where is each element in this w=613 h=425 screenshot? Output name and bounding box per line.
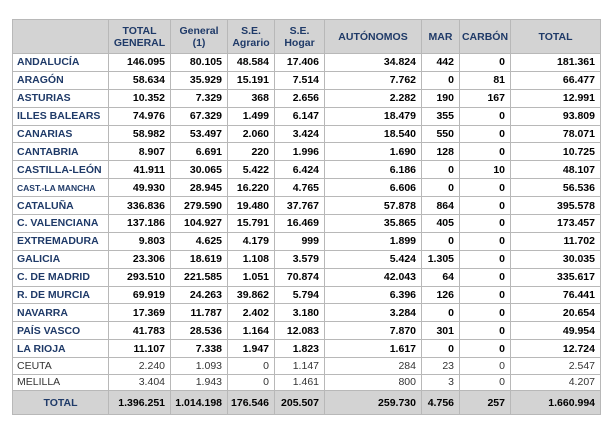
value-cell: 5.422	[228, 161, 275, 179]
value-cell: 49.930	[109, 179, 171, 197]
value-cell: 10.352	[109, 89, 171, 107]
value-cell: 6.424	[275, 161, 325, 179]
value-cell: 4.207	[511, 374, 601, 391]
value-cell: 0	[228, 358, 275, 375]
value-cell: 64	[422, 268, 460, 286]
value-cell: 48.584	[228, 54, 275, 72]
value-cell: 0	[460, 358, 511, 375]
value-cell: 0	[460, 107, 511, 125]
region-cell: NAVARRA	[13, 304, 109, 322]
value-cell: 11.787	[171, 304, 228, 322]
value-cell: 17.406	[275, 54, 325, 72]
value-cell: 11.702	[511, 232, 601, 250]
value-cell: 0	[460, 54, 511, 72]
value-cell: 57.878	[325, 197, 422, 215]
region-cell: C. DE MADRID	[13, 268, 109, 286]
value-cell: 0	[460, 286, 511, 304]
value-cell: 18.540	[325, 125, 422, 143]
value-cell: 3.180	[275, 304, 325, 322]
value-cell: 128	[422, 143, 460, 161]
value-cell: 67.329	[171, 107, 228, 125]
table-row	[13, 179, 601, 197]
table-row	[13, 54, 601, 72]
value-cell: 11.107	[109, 340, 171, 358]
region-cell: CASTILLA-LEÓN	[13, 161, 109, 179]
value-cell: 7.762	[325, 71, 422, 89]
value-cell: 3	[422, 374, 460, 391]
table-row	[13, 340, 601, 358]
value-cell: 5.794	[275, 286, 325, 304]
value-cell: 405	[422, 215, 460, 233]
table-row	[13, 358, 601, 375]
value-cell: 28.945	[171, 179, 228, 197]
value-cell: 10.725	[511, 143, 601, 161]
statistics-table	[12, 19, 601, 415]
value-cell: 1.499	[228, 107, 275, 125]
value-cell: 2.656	[275, 89, 325, 107]
value-cell: 2.240	[109, 358, 171, 375]
general-header: General (1)	[171, 20, 228, 54]
total-general-header: TOTAL GENERAL	[109, 20, 171, 54]
value-cell: 442	[422, 54, 460, 72]
value-cell: 23.306	[109, 250, 171, 268]
table-row	[13, 232, 601, 250]
value-cell: 16.469	[275, 215, 325, 233]
table-row	[13, 107, 601, 125]
value-cell: 9.803	[109, 232, 171, 250]
value-cell: 35.929	[171, 71, 228, 89]
value-cell: 1.899	[325, 232, 422, 250]
region-cell: GALICIA	[13, 250, 109, 268]
value-cell: 12.991	[511, 89, 601, 107]
value-cell: 335.617	[511, 268, 601, 286]
value-cell: 1.461	[275, 374, 325, 391]
value-cell: 7.514	[275, 71, 325, 89]
value-cell: 41.783	[109, 322, 171, 340]
value-cell: 1.108	[228, 250, 275, 268]
value-cell: 8.907	[109, 143, 171, 161]
value-cell: 221.585	[171, 268, 228, 286]
region-cell: ARAGÓN	[13, 71, 109, 89]
table-row	[13, 71, 601, 89]
value-cell: 66.477	[511, 71, 601, 89]
region-header	[13, 20, 109, 54]
table-row	[13, 304, 601, 322]
value-cell: 1.996	[275, 143, 325, 161]
value-cell: 0	[422, 304, 460, 322]
value-cell: 284	[325, 358, 422, 375]
value-cell: 2.402	[228, 304, 275, 322]
table-row	[13, 197, 601, 215]
value-cell: 48.107	[511, 161, 601, 179]
region-cell: PAÍS VASCO	[13, 322, 109, 340]
value-cell: 104.927	[171, 215, 228, 233]
value-cell: 999	[275, 232, 325, 250]
value-cell: 800	[325, 374, 422, 391]
table-row	[13, 161, 601, 179]
value-cell: 1.164	[228, 322, 275, 340]
value-cell: 15.791	[228, 215, 275, 233]
value-cell: 28.536	[171, 322, 228, 340]
region-cell: EXTREMADURA	[13, 232, 109, 250]
value-cell: 0	[422, 179, 460, 197]
total-row	[13, 391, 601, 415]
value-cell: 368	[228, 89, 275, 107]
statistics-table-container	[12, 19, 600, 415]
total-value-cell: 1.396.251	[109, 391, 171, 415]
value-cell: 18.619	[171, 250, 228, 268]
value-cell: 37.767	[275, 197, 325, 215]
value-cell: 80.105	[171, 54, 228, 72]
value-cell: 2.060	[228, 125, 275, 143]
value-cell: 76.441	[511, 286, 601, 304]
total-value-cell: 176.546	[228, 391, 275, 415]
value-cell: 10	[460, 161, 511, 179]
region-cell: MELILLA	[13, 374, 109, 391]
region-cell: ILLES BALEARS	[13, 107, 109, 125]
value-cell: 0	[460, 268, 511, 286]
region-cell: CANARIAS	[13, 125, 109, 143]
value-cell: 24.263	[171, 286, 228, 304]
value-cell: 190	[422, 89, 460, 107]
total-value-cell: 259.730	[325, 391, 422, 415]
value-cell: 1.690	[325, 143, 422, 161]
value-cell: 1.823	[275, 340, 325, 358]
value-cell: 30.035	[511, 250, 601, 268]
value-cell: 6.147	[275, 107, 325, 125]
value-cell: 39.862	[228, 286, 275, 304]
value-cell: 146.095	[109, 54, 171, 72]
value-cell: 336.836	[109, 197, 171, 215]
value-cell: 0	[422, 340, 460, 358]
total-header: TOTAL	[511, 20, 601, 54]
value-cell: 17.369	[109, 304, 171, 322]
value-cell: 0	[460, 374, 511, 391]
value-cell: 53.497	[171, 125, 228, 143]
value-cell: 355	[422, 107, 460, 125]
table-row	[13, 125, 601, 143]
value-cell: 93.809	[511, 107, 601, 125]
table-row	[13, 286, 601, 304]
table-body	[13, 54, 601, 391]
value-cell: 3.284	[325, 304, 422, 322]
value-cell: 74.976	[109, 107, 171, 125]
value-cell: 3.404	[109, 374, 171, 391]
mar-header: MAR	[422, 20, 460, 54]
region-cell: CEUTA	[13, 358, 109, 375]
value-cell: 1.305	[422, 250, 460, 268]
total-value-cell: 1.660.994	[511, 391, 601, 415]
value-cell: 58.982	[109, 125, 171, 143]
value-cell: 864	[422, 197, 460, 215]
value-cell: 181.361	[511, 54, 601, 72]
value-cell: 12.083	[275, 322, 325, 340]
value-cell: 34.824	[325, 54, 422, 72]
value-cell: 137.186	[109, 215, 171, 233]
autonomos-header: AUTÓNOMOS	[325, 20, 422, 54]
value-cell: 58.634	[109, 71, 171, 89]
table-row	[13, 215, 601, 233]
value-cell: 1.093	[171, 358, 228, 375]
value-cell: 4.625	[171, 232, 228, 250]
table-row	[13, 268, 601, 286]
value-cell: 0	[460, 215, 511, 233]
value-cell: 70.874	[275, 268, 325, 286]
value-cell: 0	[460, 197, 511, 215]
value-cell: 173.457	[511, 215, 601, 233]
table-row	[13, 250, 601, 268]
value-cell: 2.282	[325, 89, 422, 107]
value-cell: 1.947	[228, 340, 275, 358]
value-cell: 49.954	[511, 322, 601, 340]
value-cell: 12.724	[511, 340, 601, 358]
value-cell: 7.329	[171, 89, 228, 107]
value-cell: 78.071	[511, 125, 601, 143]
value-cell: 7.870	[325, 322, 422, 340]
value-cell: 0	[460, 322, 511, 340]
value-cell: 0	[460, 304, 511, 322]
value-cell: 395.578	[511, 197, 601, 215]
table-row	[13, 374, 601, 391]
total-value-cell: 257	[460, 391, 511, 415]
region-cell: C. VALENCIANA	[13, 215, 109, 233]
value-cell: 16.220	[228, 179, 275, 197]
value-cell: 1.617	[325, 340, 422, 358]
value-cell: 126	[422, 286, 460, 304]
value-cell: 167	[460, 89, 511, 107]
region-cell: CAST.-LA MANCHA	[13, 179, 109, 197]
value-cell: 6.606	[325, 179, 422, 197]
total-value-cell: 205.507	[275, 391, 325, 415]
value-cell: 1.051	[228, 268, 275, 286]
value-cell: 6.691	[171, 143, 228, 161]
se-hogar-header: S.E. Hogar	[275, 20, 325, 54]
value-cell: 4.179	[228, 232, 275, 250]
table-row	[13, 89, 601, 107]
value-cell: 18.479	[325, 107, 422, 125]
value-cell: 69.919	[109, 286, 171, 304]
value-cell: 0	[460, 340, 511, 358]
value-cell: 6.186	[325, 161, 422, 179]
value-cell: 0	[422, 71, 460, 89]
value-cell: 550	[422, 125, 460, 143]
se-agrario-header: S.E. Agrario	[228, 20, 275, 54]
value-cell: 81	[460, 71, 511, 89]
value-cell: 279.590	[171, 197, 228, 215]
value-cell: 0	[460, 179, 511, 197]
region-cell: CATALUÑA	[13, 197, 109, 215]
value-cell: 4.765	[275, 179, 325, 197]
value-cell: 3.579	[275, 250, 325, 268]
value-cell: 20.654	[511, 304, 601, 322]
value-cell: 0	[422, 232, 460, 250]
table-row	[13, 322, 601, 340]
carbon-header: CARBÓN	[460, 20, 511, 54]
total-value-cell: 4.756	[422, 391, 460, 415]
value-cell: 42.043	[325, 268, 422, 286]
value-cell: 19.480	[228, 197, 275, 215]
value-cell: 0	[460, 125, 511, 143]
total-label: TOTAL	[13, 391, 109, 415]
value-cell: 0	[460, 250, 511, 268]
value-cell: 5.424	[325, 250, 422, 268]
value-cell: 35.865	[325, 215, 422, 233]
region-cell: LA RIOJA	[13, 340, 109, 358]
value-cell: 30.065	[171, 161, 228, 179]
value-cell: 3.424	[275, 125, 325, 143]
value-cell: 41.911	[109, 161, 171, 179]
value-cell: 0	[228, 374, 275, 391]
value-cell: 6.396	[325, 286, 422, 304]
value-cell: 220	[228, 143, 275, 161]
value-cell: 0	[422, 161, 460, 179]
region-cell: R. DE MURCIA	[13, 286, 109, 304]
value-cell: 15.191	[228, 71, 275, 89]
value-cell: 2.547	[511, 358, 601, 375]
value-cell: 0	[460, 232, 511, 250]
table-row	[13, 143, 601, 161]
total-value-cell: 1.014.198	[171, 391, 228, 415]
region-cell: ANDALUCÍA	[13, 54, 109, 72]
value-cell: 301	[422, 322, 460, 340]
value-cell: 56.536	[511, 179, 601, 197]
value-cell: 0	[460, 143, 511, 161]
value-cell: 293.510	[109, 268, 171, 286]
table-header-row	[13, 20, 601, 54]
value-cell: 1.147	[275, 358, 325, 375]
value-cell: 23	[422, 358, 460, 375]
region-cell: ASTURIAS	[13, 89, 109, 107]
value-cell: 7.338	[171, 340, 228, 358]
region-cell: CANTABRIA	[13, 143, 109, 161]
value-cell: 1.943	[171, 374, 228, 391]
